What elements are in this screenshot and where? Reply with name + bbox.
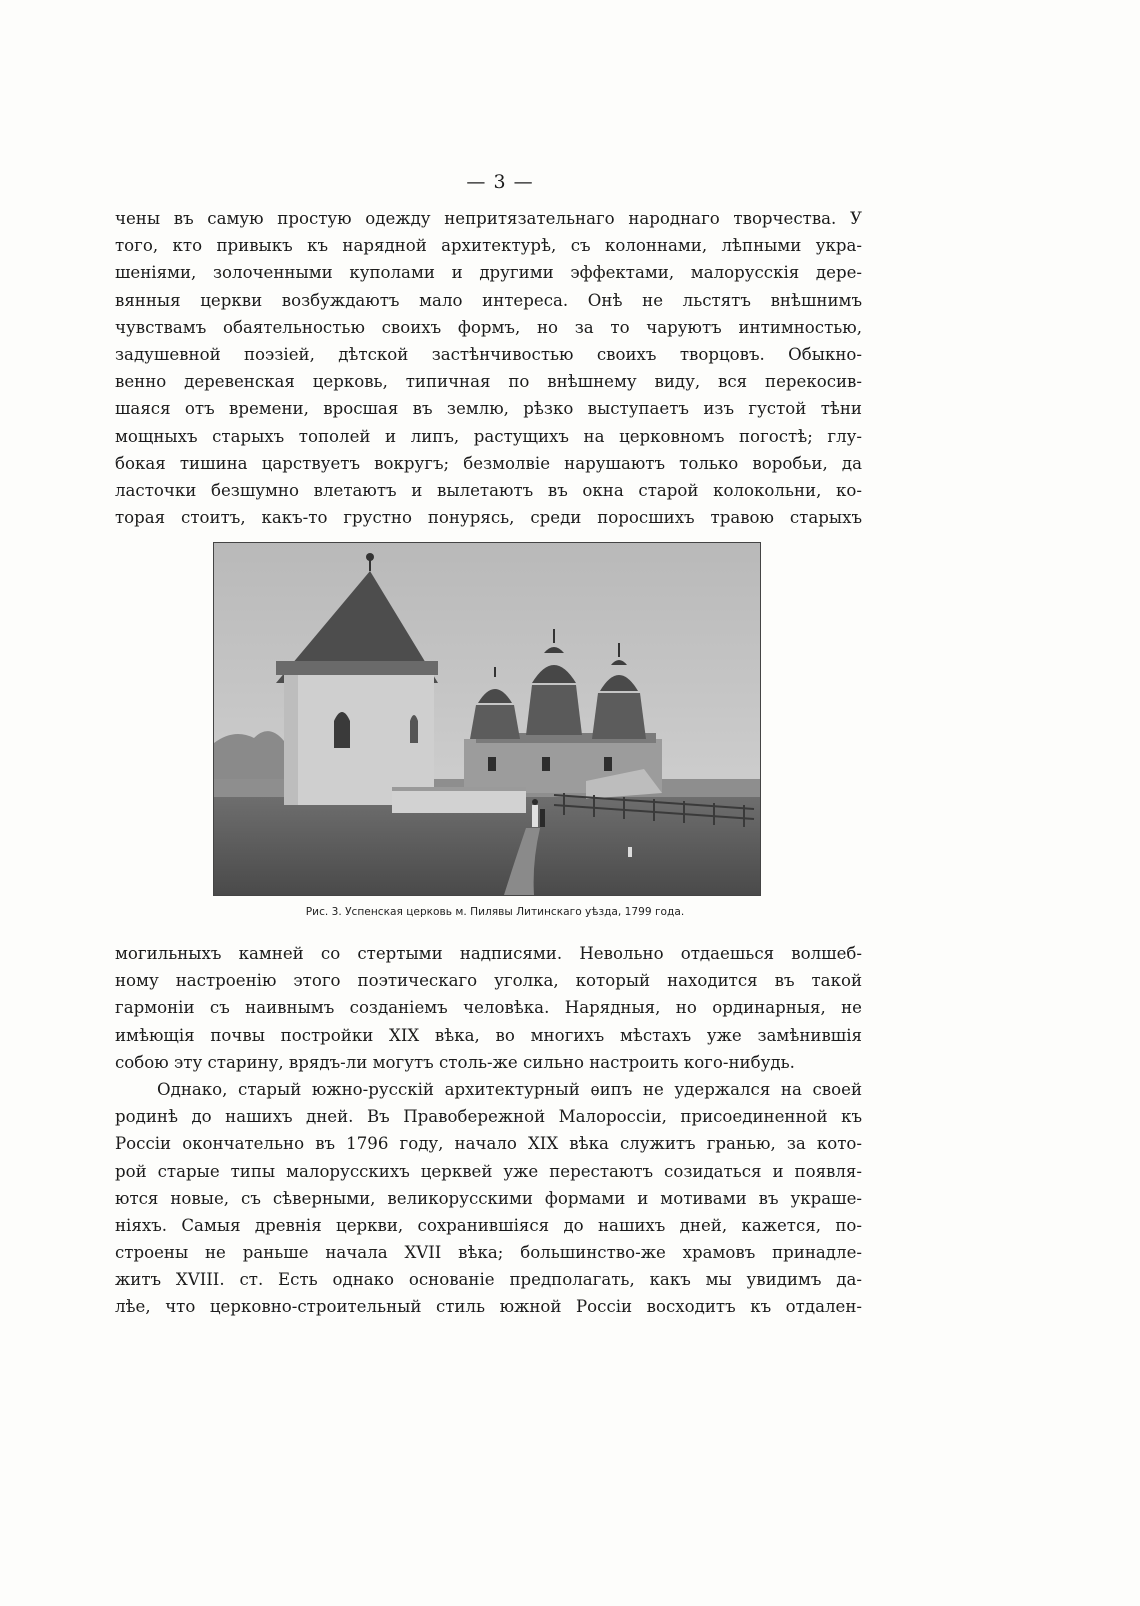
text-line: ніяхъ. Самыя древнія церкви, сохранившіяся до нашихъ дней, кажется, по- <box>115 1215 862 1235</box>
text-line: торая стоитъ, какъ-то грустно понурясь, среди поросшихъ травою старыхъ <box>115 508 862 528</box>
text-line: вянныя церкви возбуждаютъ мало интереса. Онѣ не льстятъ внѣшнимъ <box>115 290 862 310</box>
text-line: лѣе, что церковно-строительный стиль южной Россіи восходитъ къ отдален- <box>115 1297 862 1317</box>
text-line: житъ XVIII. ст. Есть однако основаніе предполагать, какъ мы увидимъ да- <box>115 1270 862 1290</box>
text-line: могильныхъ камней со стертыми надписями. Невольно отдаешься волшеб- <box>115 944 862 963</box>
text-line: шаяся отъ времени, вросшая въ землю, рѣзко выступаетъ изъ густой тѣни <box>115 399 862 419</box>
text-line: мощныхъ старыхъ тополей и липъ, растущихъ на церковномъ погостѣ; глу- <box>115 426 862 446</box>
paragraph-bottom <box>115 940 862 1321</box>
text-line: гармоніи съ наивнымъ созданіемъ человѣка. Нарядныя, но ординарныя, не <box>115 998 862 1018</box>
text-line: шеніями, золоченными куполами и другими эффектами, малорусскія дере- <box>115 263 862 283</box>
figure-caption: Рис. 3. Успенская церковь м. Пилявы Литинскаго уѣзда, 1799 года. <box>305 906 685 918</box>
text-line: бокая тишина царствуетъ вокругъ; безмолвіе нарушаютъ только воробьи, да <box>115 453 862 473</box>
text-line: ласточки безшумно влетаютъ и вылетаютъ въ окна старой колокольни, ко- <box>115 480 862 500</box>
church-photograph <box>213 542 761 896</box>
text-line: Однако, старый южно-русскій архитектурный ѳипъ не удержался на своей <box>157 1079 862 1099</box>
text-line: рой старые типы малорусскихъ церквей уже перестаютъ созидаться и появля- <box>115 1161 862 1181</box>
text-line: венно деревенская церковь, типичная по внѣшнему виду, вся перекосив- <box>115 372 862 392</box>
text-line: чены въ самую простую одежду непритязательнаго народнаго творчества. У <box>115 209 862 228</box>
paragraph-top <box>115 205 862 531</box>
text-line: строены не раньше начала XVII вѣка; большинство-же храмовъ принадле- <box>115 1243 862 1263</box>
text-line: чувствамъ обаятельностью своихъ формъ, но за то чаруютъ интимностью, <box>115 317 862 337</box>
text-line: родинѣ до нашихъ дней. Въ Правобережной Малороссіи, присоединенной къ <box>115 1107 862 1127</box>
text-line: собою эту старину, врядъ-ли могутъ столь-же сильно настроить кого-нибудь. <box>115 1052 795 1072</box>
text-line: того, кто привыкъ къ нарядной архитектурѣ, съ колоннами, лѣпными укра- <box>115 236 862 256</box>
text-line: ются новые, съ сѣверными, великорусскими формами и мотивами въ украше- <box>115 1188 862 1208</box>
page-number: — 3 — <box>466 171 534 193</box>
text-line: имѣющія почвы постройки XIX вѣка, во многихъ мѣстахъ уже замѣнившія <box>115 1025 862 1045</box>
text-line: Россіи окончательно въ 1796 году, начало XIX вѣка служитъ гранью, за кото- <box>115 1134 862 1154</box>
text-line: задушевной поэзіей, дѣтской застѣнчивостью своихъ творцовъ. Обыкно- <box>115 344 862 364</box>
text-line: ному настроенію этого поэтическаго уголка, который находится въ такой <box>115 971 862 991</box>
